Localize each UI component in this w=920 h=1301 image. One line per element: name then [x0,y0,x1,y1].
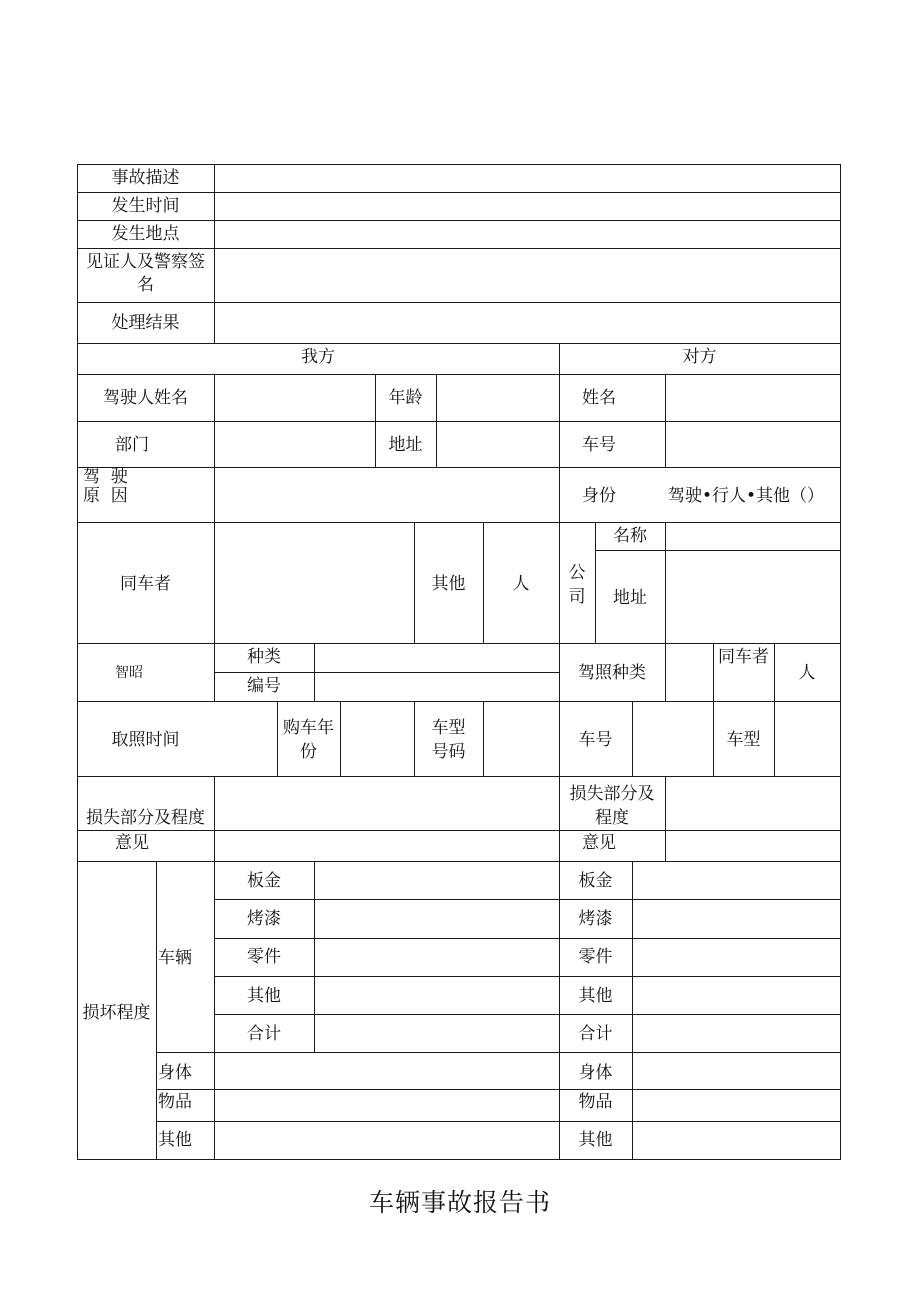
label-their-plate-2: 车号 [578,730,613,750]
their-damage-parts-field[interactable] [633,939,840,976]
label-company-address: 地址 [613,588,647,608]
label-company-name: 名称 [613,526,647,546]
their-goods-damage-field[interactable] [633,1090,840,1121]
label-company-line1: 公 [568,563,586,583]
label-their-opinion: 意见 [582,833,616,853]
party-header-ours: 我方 [301,347,335,367]
company-name-field[interactable] [666,523,840,550]
label-their-plate: 车号 [582,435,616,455]
purchase-year-field[interactable] [341,702,414,776]
goods-damage-field[interactable] [215,1090,559,1121]
label-occurrence-place: 发生地点 [111,224,180,244]
their-opinion-field[interactable] [666,831,840,861]
their-other-damage-field[interactable] [633,1122,840,1159]
their-model-field[interactable] [775,702,840,776]
label-opinion: 意见 [115,833,149,853]
col-rule [156,861,157,1159]
their-loss-part-field[interactable] [666,777,840,830]
party-header-theirs: 对方 [682,347,717,367]
table-border-right [840,164,841,1160]
label-driving-reason-line1: 驾 驶 [83,467,128,487]
label-witness-line2: 名 [137,275,154,295]
label-license-kind: 种类 [247,647,281,667]
row-rule [77,343,841,344]
damage-parts-field[interactable] [315,939,559,976]
label-license-time: 取照时间 [111,730,180,750]
label-license: 智昭 [115,665,143,681]
other-damage-field[interactable] [215,1122,559,1159]
their-damage-item-total: 合计 [578,1024,613,1044]
label-their-license-kind: 驾照种类 [578,663,646,683]
damage-item-paint: 烤漆 [247,909,281,929]
their-damage-total-field[interactable] [633,1015,840,1052]
label-their-person-count: 人 [798,663,816,683]
their-damage-sheet-metal-field[interactable] [633,862,840,899]
license-number-field[interactable] [315,673,559,701]
col-rule [559,861,560,1159]
handling-result-field[interactable] [215,303,840,343]
their-label-body: 身体 [578,1063,613,1083]
label-accident-description: 事故描述 [111,168,180,188]
label-damage-degree: 损坏程度 [82,1003,151,1023]
occurrence-place-field[interactable] [215,221,840,248]
label-driving-reason-line2: 原 因 [83,486,128,506]
occurrence-time-field[interactable] [215,193,840,220]
label-their-loss-line2: 程度 [595,808,629,828]
label-purchase-year-line2: 份 [300,742,317,762]
body-damage-field[interactable] [215,1053,559,1089]
damage-other-field[interactable] [315,977,559,1014]
label-company-line2: 司 [568,587,586,607]
damage-item-other: 其他 [247,986,281,1006]
label-passengers: 同车者 [120,574,171,594]
label-occurrence-time: 发生时间 [111,196,180,216]
table-border-bottom [77,1159,841,1160]
identity-options[interactable]: 驾驶•行人•其他（） [668,486,825,506]
damage-item-parts: 零件 [247,947,281,967]
their-plate-field[interactable] [666,422,840,467]
label-goods: 物品 [158,1092,192,1112]
opinion-field[interactable] [215,831,559,861]
label-their-passengers: 同车者 [718,647,769,667]
label-purchase-year-line1: 购车年 [283,718,334,738]
label-handling-result: 处理结果 [111,313,180,333]
damage-sheet-metal-field[interactable] [315,862,559,899]
label-model-line1: 车型 [431,718,466,738]
label-body: 身体 [158,1063,192,1083]
label-address: 地址 [388,435,423,455]
address-field[interactable] [437,422,559,467]
label-vehicle: 车辆 [158,948,192,968]
label-department: 部门 [115,435,149,455]
their-damage-paint-field[interactable] [633,900,840,938]
their-damage-item-parts: 零件 [578,947,613,967]
label-their-name: 姓名 [582,388,616,408]
label-their-loss-line1: 损失部分及 [569,784,655,804]
label-age: 年龄 [388,388,423,408]
their-name-field[interactable] [666,375,840,421]
label-driver-name: 驾驶人姓名 [103,388,188,408]
damage-total-field[interactable] [315,1015,559,1052]
their-license-kind-field[interactable] [666,644,713,701]
their-damage-item-other: 其他 [578,986,613,1006]
document-title: 车辆事故报告书 [368,1188,551,1217]
label-person-count: 人 [512,574,530,594]
label-model-line2: 号码 [431,742,466,762]
loss-part-field[interactable] [215,777,559,830]
their-body-damage-field[interactable] [633,1053,840,1089]
witness-signature-field[interactable] [215,249,840,302]
label-other: 其他 [431,574,466,594]
damage-paint-field[interactable] [315,900,559,938]
company-address-field[interactable] [666,551,840,643]
damage-item-sheet-metal: 板金 [247,871,281,891]
their-damage-other-field[interactable] [633,977,840,1014]
their-damage-item-paint: 烤漆 [578,909,613,929]
driving-reason-field[interactable] [215,468,559,522]
label-identity: 身份 [582,486,616,506]
damage-item-total: 合计 [247,1024,281,1044]
label-license-number: 编号 [247,676,281,696]
driver-name-field[interactable] [215,375,375,421]
label-loss-part: 损失部分及程度 [86,808,205,828]
row-rule [77,701,841,702]
accident-description-field[interactable] [215,165,840,192]
model-number-field[interactable] [484,702,559,776]
passengers-field[interactable] [215,523,414,643]
their-label-damage-other: 其他 [578,1130,613,1150]
label-witness-line1: 见证人及警察签 [86,252,205,272]
label-damage-other: 其他 [158,1130,192,1150]
license-time-field[interactable] [215,702,277,776]
their-label-goods: 物品 [578,1092,613,1112]
age-field[interactable] [437,375,559,421]
their-plate-2-field[interactable] [633,702,713,776]
department-field[interactable] [215,422,375,467]
license-kind-field[interactable] [315,644,559,672]
their-damage-item-sheet-metal: 板金 [578,871,613,891]
label-their-model: 车型 [726,730,761,750]
